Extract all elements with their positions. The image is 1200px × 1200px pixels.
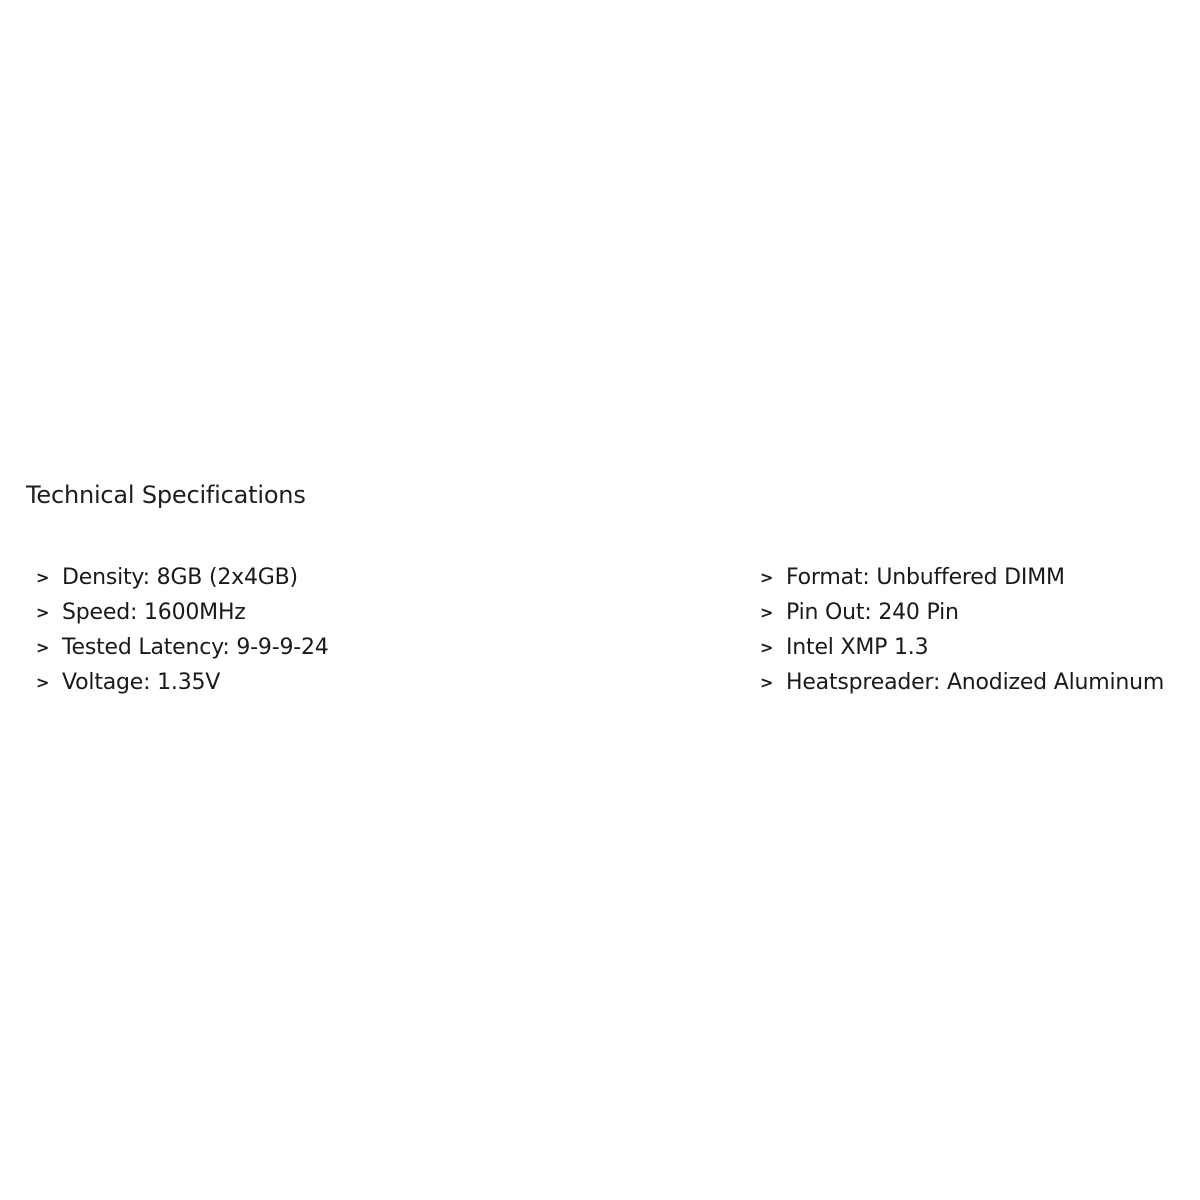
chevron-right-icon: > — [760, 638, 774, 657]
spec-item — [36, 630, 329, 665]
spec-item — [760, 665, 1164, 700]
section-title: Technical Specifications — [26, 481, 306, 509]
technical-specifications-section — [26, 476, 1186, 695]
chevron-right-icon: > — [36, 638, 50, 657]
spec-text: Format: Unbuffered DIMM — [786, 565, 1065, 590]
spec-item — [36, 595, 329, 630]
spec-text: Density: 8GB (2x4GB) — [62, 565, 298, 590]
chevron-right-icon: > — [36, 673, 50, 692]
spec-item — [760, 560, 1164, 595]
spec-text: Intel XMP 1.3 — [786, 635, 929, 660]
spec-item — [760, 630, 1164, 665]
chevron-right-icon: > — [36, 603, 50, 622]
spec-list-right — [760, 560, 1164, 700]
spec-text: Speed: 1600MHz — [62, 600, 246, 625]
spec-item — [760, 595, 1164, 630]
spec-item — [36, 560, 329, 595]
chevron-right-icon: > — [36, 568, 50, 587]
spec-text: Voltage: 1.35V — [62, 670, 221, 695]
spec-item — [36, 665, 329, 700]
spec-text: Heatspreader: Anodized Aluminum — [786, 670, 1165, 695]
chevron-right-icon: > — [760, 568, 774, 587]
chevron-right-icon: > — [760, 673, 774, 692]
spec-list-left — [36, 560, 329, 700]
spec-text: Pin Out: 240 Pin — [786, 600, 959, 625]
spec-text: Tested Latency: 9-9-9-24 — [62, 635, 329, 660]
chevron-right-icon: > — [760, 603, 774, 622]
